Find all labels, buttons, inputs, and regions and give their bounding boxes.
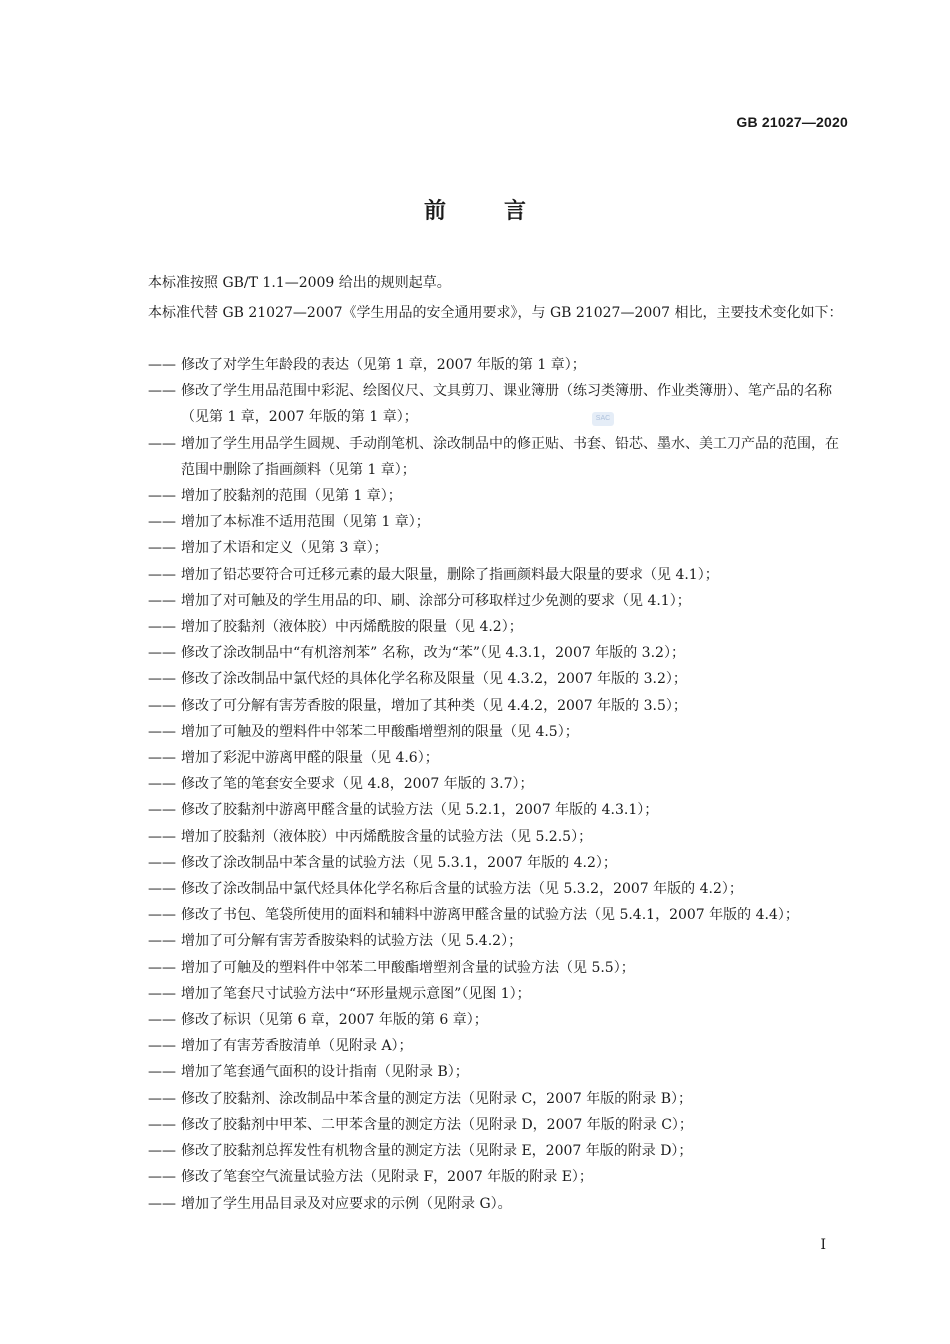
change-item: [148, 431, 849, 483]
list-dash: ——: [148, 1064, 176, 1081]
change-item-text: 修改了涂改制品中氯代烃具体化学名称后含量的试验方法（见 5.3.2，2007 年版的 4.2）；: [181, 881, 743, 898]
change-item-text: 增加了有害芳香胺清单（见附录 A）；: [181, 1038, 413, 1055]
list-dash: ——: [148, 645, 176, 662]
change-item-text: 修改了涂改制品中氯代烃的具体化学名称及限量（见 4.3.2，2007 年版的 3.2）；: [181, 671, 687, 688]
change-item: [148, 1007, 849, 1033]
change-item: [148, 378, 849, 430]
change-item-text: 修改了学生用品范围中彩泥、绘图仪尺、文具剪刀、课业簿册（练习类簿册、作业类簿册）、笔产品的名称（见第 1 章，2007 年版的第 1 章）；: [181, 383, 832, 426]
change-item-text: 增加了胶黏剂的范围（见第 1 章）；: [181, 488, 402, 505]
change-item: [148, 693, 849, 719]
change-item: [148, 771, 849, 797]
technical-changes-list: [148, 352, 849, 1217]
change-item: [148, 666, 849, 692]
page-number: I: [820, 1237, 826, 1253]
change-item: [148, 876, 849, 902]
list-dash: ——: [148, 1012, 176, 1029]
list-dash: ——: [148, 671, 176, 688]
change-item-text: 增加了本标准不适用范围（见第 1 章）；: [181, 514, 430, 531]
list-dash: ——: [148, 1143, 176, 1160]
change-item-text: 修改了笔的笔套安全要求（见 4.8，2007 年版的 3.7）；: [181, 776, 534, 793]
change-item: [148, 352, 849, 378]
list-dash: ——: [148, 1195, 176, 1212]
list-dash: ——: [148, 723, 176, 740]
list-dash: ——: [148, 959, 176, 976]
change-item-text: 修改了书包、笔袋所使用的面料和辅料中游离甲醛含量的试验方法（见 5.4.1，2007 年版的 4.4）；: [181, 907, 799, 924]
change-item-text: 增加了可触及的塑料件中邻苯二甲酸酯增塑剂的限量（见 4.5）；: [181, 723, 579, 740]
change-item-text: 修改了涂改制品中“有机溶剂苯” 名称，改为“苯”（见 4.3.1，2007 年版的 3.2）；: [181, 645, 685, 662]
list-dash: ——: [148, 828, 176, 845]
list-dash: ——: [148, 1116, 176, 1133]
change-item: [148, 483, 849, 509]
change-item: [148, 509, 849, 535]
change-item: [148, 640, 849, 666]
change-item-text: 增加了彩泥中游离甲醛的限量（见 4.6）；: [181, 750, 439, 767]
change-item-text: 修改了笔套空气流量试验方法（见附录 F，2007 年版的附录 E）；: [181, 1169, 593, 1186]
list-dash: ——: [148, 514, 176, 531]
intro-paragraph-replacement: 本标准代替 GB 21027—2007《学生用品的安全通用要求》，与 GB 21027—2007 相比，主要技术变化如下：: [148, 305, 843, 321]
change-item: [148, 1164, 849, 1190]
change-item: [148, 588, 849, 614]
list-dash: ——: [148, 1090, 176, 1107]
change-item: [148, 1191, 849, 1217]
list-dash: ——: [148, 933, 176, 950]
list-dash: ——: [148, 802, 176, 819]
change-item-text: 增加了学生用品学生圆规、手动削笔机、涂改制品中的修正贴、书套、铅芯、墨水、美工刀产品的范围，在范围中删除了指画颜料（见第 1 章）；: [181, 435, 839, 478]
list-dash: ——: [148, 881, 176, 898]
change-item: [148, 1086, 849, 1112]
change-item: [148, 1112, 849, 1138]
list-dash: ——: [148, 907, 176, 924]
change-item-text: 增加了笔套尺寸试验方法中“环形量规示意图”（见图 1）；: [181, 985, 531, 1002]
change-item: [148, 981, 849, 1007]
list-dash: ——: [148, 357, 176, 373]
change-item: [148, 562, 849, 588]
watermark-text: SAC: [595, 415, 611, 422]
list-dash: ——: [148, 1169, 176, 1186]
list-dash: ——: [148, 619, 176, 636]
change-item: [148, 1059, 849, 1085]
list-dash: ——: [148, 985, 176, 1002]
change-item-text: 增加了学生用品目录及对应要求的示例（见附录 G）。: [181, 1195, 512, 1212]
change-item-text: 增加了笔套通气面积的设计指南（见附录 B）；: [181, 1064, 469, 1081]
change-item-text: 增加了铅芯要符合可迁移元素的最大限量，删除了指画颜料最大限量的要求（见 4.1）；: [181, 566, 719, 583]
list-dash: ——: [148, 776, 176, 793]
intro-paragraph-drafting: 本标准按照 GB/T 1.1—2009 给出的规则起草。: [148, 275, 451, 291]
standard-code: GB 21027—2020: [736, 114, 848, 130]
change-item: [148, 535, 849, 561]
change-item-text: 增加了胶黏剂（液体胶）中丙烯酰胺的限量（见 4.2）；: [181, 619, 523, 636]
change-item: [148, 1033, 849, 1059]
list-dash: ——: [148, 566, 176, 583]
list-dash: ——: [148, 435, 176, 452]
change-item-text: 增加了可触及的塑料件中邻苯二甲酸酯增塑剂含量的试验方法（见 5.5）；: [181, 959, 635, 976]
list-dash: ——: [148, 697, 176, 714]
change-item-text: 修改了胶黏剂总挥发性有机物含量的测定方法（见附录 E，2007 年版的附录 D）；: [181, 1143, 693, 1160]
list-dash: ——: [148, 854, 176, 871]
change-item: [148, 824, 849, 850]
change-item-text: 修改了对学生年龄段的表达（见第 1 章，2007 年版的第 1 章）；: [181, 357, 586, 373]
change-item: [148, 902, 849, 928]
change-item: [148, 614, 849, 640]
change-item-text: 修改了涂改制品中苯含量的试验方法（见 5.3.1，2007 年版的 4.2）；: [181, 854, 617, 871]
change-item-text: 增加了胶黏剂（液体胶）中丙烯酰胺含量的试验方法（见 5.2.5）；: [181, 828, 593, 845]
list-dash: ——: [148, 750, 176, 767]
change-item-text: 增加了可分解有害芳香胺染料的试验方法（见 5.4.2）；: [181, 933, 523, 950]
list-dash: ——: [148, 592, 176, 609]
change-item-text: 修改了标识（见第 6 章，2007 年版的第 6 章）；: [181, 1012, 488, 1029]
change-item: [148, 745, 849, 771]
page-title: 前言: [423, 199, 584, 224]
change-item: [148, 719, 849, 745]
change-item-text: 修改了胶黏剂中游离甲醛含量的试验方法（见 5.2.1，2007 年版的 4.3.1）；: [181, 802, 659, 819]
change-item-text: 修改了胶黏剂中甲苯、二甲苯含量的测定方法（见附录 D，2007 年版的附录 C）；: [181, 1116, 693, 1133]
change-item-text: 修改了可分解有害芳香胺的限量，增加了其种类（见 4.4.2，2007 年版的 3.5）；: [181, 697, 687, 714]
list-dash: ——: [148, 1038, 176, 1055]
list-dash: ——: [148, 540, 176, 557]
change-item: [148, 955, 849, 981]
change-item: [148, 1138, 849, 1164]
change-item: [148, 797, 849, 823]
change-item-text: 修改了胶黏剂、涂改制品中苯含量的测定方法（见附录 C，2007 年版的附录 B）；: [181, 1090, 692, 1107]
list-dash: ——: [148, 488, 176, 505]
change-item: [148, 850, 849, 876]
change-item-text: 增加了术语和定义（见第 3 章）；: [181, 540, 388, 557]
change-item: [148, 928, 849, 954]
list-dash: ——: [148, 383, 176, 400]
change-item-text: 增加了对可触及的学生用品的印、刷、涂部分可移取样过少免测的要求（见 4.1）；: [181, 592, 691, 609]
